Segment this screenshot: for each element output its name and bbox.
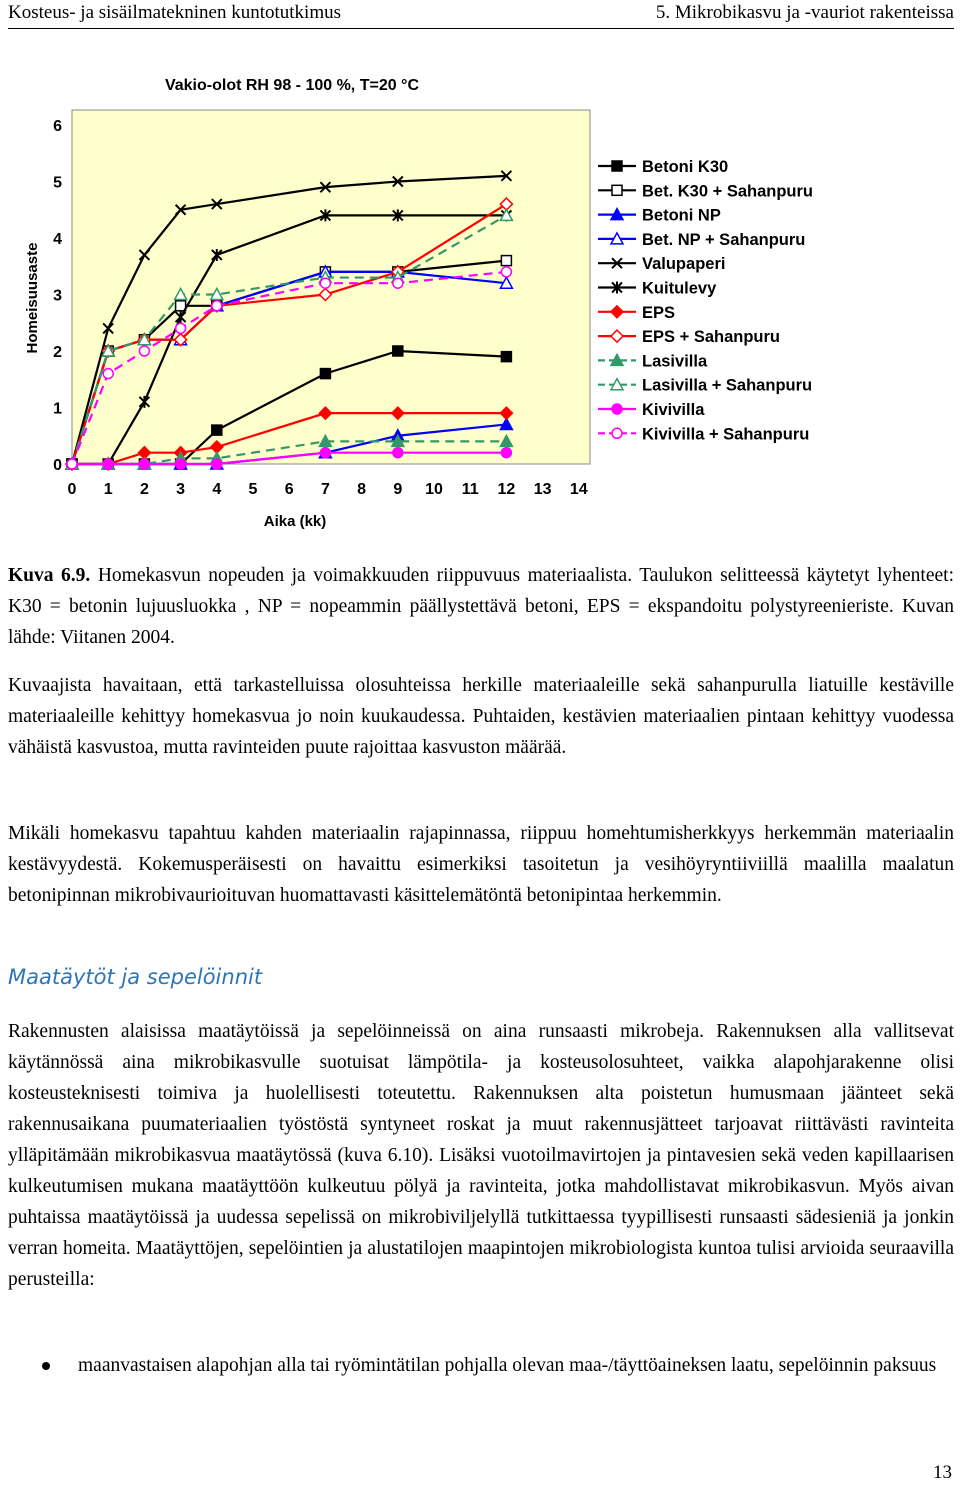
data-point — [612, 185, 622, 195]
legend-label: Kivivilla + Sahanpuru — [642, 425, 810, 444]
legend-label: Bet. K30 + Sahanpuru — [642, 182, 814, 201]
data-point — [320, 448, 330, 458]
data-point — [320, 278, 330, 288]
data-point — [320, 369, 330, 379]
data-point — [212, 425, 222, 435]
legend-label: Betoni K30 — [642, 158, 729, 176]
page-number: 13 — [933, 1462, 952, 1483]
x-tick-label: 13 — [533, 481, 552, 498]
y-tick-label: 5 — [53, 174, 62, 192]
data-point — [393, 278, 403, 288]
x-tick-label: 3 — [176, 481, 186, 498]
data-point — [67, 459, 77, 469]
legend-label: Valupaperi — [642, 255, 726, 274]
x-tick-label: 11 — [461, 481, 479, 498]
bullet-icon — [42, 1362, 50, 1370]
data-point — [612, 161, 622, 171]
chart-title: Vakio-olot RH 98 - 100 %, T=20 °C — [164, 77, 420, 94]
caption-label: Kuva 6.9. — [8, 565, 91, 586]
y-axis-label: Homeisuusaste — [24, 242, 41, 354]
paragraph: Mikäli homekasvu tapahtuu kahden materiaalin rajapinnassa, riippuu homehtumisherkkyys herkemmän materiaalin kestävyydestä. Kokemusperäisesti on havaittu esimerkiksi tasoitetun ja vesihöyryntiiviillä maalilla maalatun betonipinnan mikrobivaurioituvan huomattavasti käsittelemätöntä betonipintaa herkemmin. — [8, 823, 954, 906]
legend-label: Bet. NP + Sahanpuru — [642, 230, 806, 249]
bullet-text: maanvastaisen alapohjan alla tai ryömintätilan pohjalla olevan maa-/täyttöaineksen laatu, sepelöinnin paksuus — [78, 1355, 937, 1376]
y-tick-label: 3 — [53, 287, 62, 305]
legend-label: EPS — [642, 303, 676, 322]
data-point — [212, 459, 222, 469]
data-point — [501, 256, 511, 266]
x-tick-label: 2 — [139, 481, 149, 498]
section-heading: Maatäytöt ja sepelöinnit — [8, 965, 263, 989]
x-tick-label: 7 — [320, 481, 330, 498]
page-header — [8, 2, 954, 29]
y-axis-ticks — [53, 118, 62, 474]
x-tick-label: 14 — [569, 481, 588, 498]
paragraph: Kuvaajista havaitaan, että tarkastelluissa olosuhteissa herkille materiaaleille sekä sahanpurulla liatuille kestäville materiaaleille kehittyy homekasvua jo noin kuukaudessa. Puhtaiden, kestävien materiaalien pintaan kehittyy vuodessa vähäistä kasvustoa, mutta ravinteiden puute rajoittaa kasvuston määrää. — [8, 675, 954, 758]
data-point — [501, 448, 511, 458]
x-tick-label: 1 — [103, 481, 113, 498]
y-tick-label: 2 — [53, 344, 62, 361]
x-tick-label: 0 — [67, 481, 77, 498]
x-tick-label: 6 — [284, 481, 294, 498]
y-tick-label: 1 — [53, 400, 62, 418]
legend-label: Betoni NP — [642, 206, 721, 225]
header-document-title: Kosteus- ja sisäilmatekninen kuntotutkimus — [8, 2, 341, 23]
legend-label: EPS + Sahanpuru — [642, 328, 780, 347]
data-point — [103, 459, 113, 469]
data-point — [393, 448, 403, 458]
header-chapter-title: 5. Mikrobikasvu ja -vauriot rakenteissa — [655, 2, 954, 23]
x-axis-label: Aika (kk) — [263, 513, 327, 530]
data-point — [393, 346, 403, 356]
x-tick-label: 10 — [425, 481, 443, 498]
mold-growth-chart — [20, 60, 830, 538]
x-axis-ticks — [68, 481, 588, 498]
y-tick-label: 0 — [53, 457, 62, 474]
x-tick-label: 5 — [248, 481, 258, 498]
data-point — [176, 459, 186, 469]
data-point — [212, 301, 222, 311]
data-point — [103, 369, 113, 379]
legend-label: Kuitulevy — [642, 279, 717, 298]
data-point — [139, 346, 149, 356]
legend-label: Kivivilla — [642, 401, 705, 419]
x-tick-label: 8 — [357, 481, 367, 498]
figure-caption — [8, 560, 954, 653]
data-point — [176, 323, 186, 333]
legend-label: Lasivilla — [642, 352, 708, 371]
y-tick-label: 6 — [53, 118, 62, 135]
data-point — [612, 404, 622, 414]
x-tick-label: 4 — [212, 481, 222, 498]
y-tick-label: 4 — [53, 231, 62, 248]
paragraph: Rakennusten alaisissa maatäytöissä ja sepelöinneissä on aina runsaasti mikrobeja. Rakennuksen alla vallitsevat käytännössä aina mikrobikasvulle suotuisat lämpötila- ja kosteusolosuhteet, vaikka alapohjarakenne olisi kosteusteknisesti toimiva ja huolellisesti toteutettu. Rakennuksen alta poistetun humusmaan jäänteet sekä rakennusaikana puumateriaalien työstöstä syntyneet roskat ja muut rakennusjätteet tarjoavat riittävästi ravinteita ylläpitämään mikrobikasvua maatäytössä (kuva 6.10). Lisäksi vuotoilmavirtojen ja pintavesien sekä veden kapillaarisen kulkeutumisen mukana maatäyttöön kulkeutuu pölyä ja ravinteita, jotka mahdollistavat mikrobikasvun. Myös aivan puhtaissa maatäytöissä ja uudessa sepelissä on mikrobiviljelyllä tutkittaessa tyypillisesti runsaasti sädesieniä ja jonkin verran homeita. Maatäyttöjen, sepelöintien ja alustatilojen maapintojen mikrobiologista kuntoa tulisi arvioida seuraavilla perusteilla: — [8, 1021, 954, 1290]
x-tick-label: 12 — [497, 481, 516, 498]
data-point — [612, 428, 622, 438]
data-point — [139, 459, 149, 469]
caption-text: Homekasvun nopeuden ja voimakkuuden riippuvuus materiaalista. Taulukon selitteessä käytetyt lyhenteet: K30 = betonin lujuusluokka , NP = nopeammin päällystettävä betoni, EPS = ekspandoitu polystyreenieriste. Kuvan lähde: Viitanen 2004. — [8, 565, 954, 648]
data-point — [501, 267, 511, 277]
data-point — [501, 352, 511, 362]
x-tick-label: 9 — [393, 481, 403, 498]
legend-label: Lasivilla + Sahanpuru — [642, 376, 813, 395]
